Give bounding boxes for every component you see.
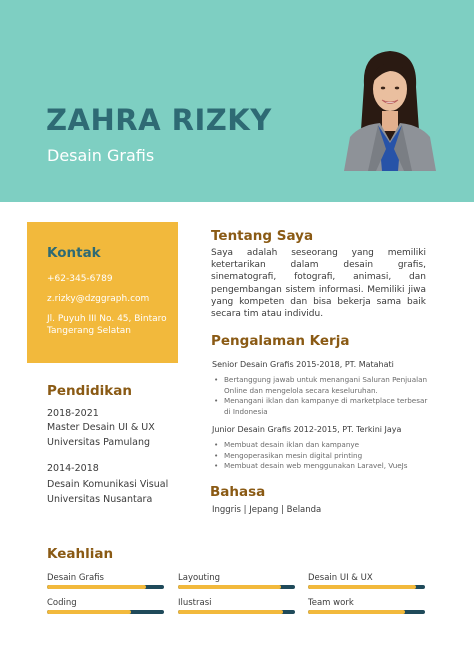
person-name: ZAHRA RIZKY xyxy=(46,103,272,137)
contact-email: z.rizky@dzggraph.com xyxy=(47,294,150,304)
education-degree: Master Desain UI & UX xyxy=(47,422,155,433)
list-item: • Mengoperasikan mesin digital printing xyxy=(212,451,432,462)
about-text: Saya adalah seseorang yang memiliki ketertarikan dalam desain grafis, sinematografi, fotografi, animasi, dan pengembangan sistem informasi. Memiliki jiwa yang kompeten dan bisa bekerja sama baik secara tim atau individu. xyxy=(211,248,426,320)
list-item: • Bertanggung jawab untuk menangani Saluran Penjualan Online dan mengelola secara keseluruhan. xyxy=(212,375,432,396)
header-banner xyxy=(0,0,474,202)
skill-bar xyxy=(178,585,295,589)
list-item: • Membuat desain iklan dan kampanye xyxy=(212,440,432,451)
education-school: Universitas Nusantara xyxy=(47,494,153,505)
education-degree: Desain Komunikasi Visual xyxy=(47,479,169,490)
job-entry-title: Senior Desain Grafis 2015-2018, PT. Matahati xyxy=(212,360,394,369)
language-title: Bahasa xyxy=(210,484,266,500)
skill-bar xyxy=(47,610,164,614)
skill-bar xyxy=(47,585,164,589)
skill-bar-fill xyxy=(47,585,146,589)
about-title: Tentang Saya xyxy=(211,228,314,244)
contact-title: Kontak xyxy=(47,245,101,261)
contact-address-line2: Tangerang Selatan xyxy=(47,326,131,336)
skill-label: Team work xyxy=(308,598,354,608)
education-school: Universitas Pamulang xyxy=(47,437,151,448)
skill-label: Layouting xyxy=(178,573,221,583)
skills-title: Keahlian xyxy=(47,546,114,562)
contact-phone: +62-345-6789 xyxy=(47,274,113,284)
skill-bar-fill xyxy=(47,610,131,614)
skill-bar-fill xyxy=(308,610,405,614)
skill-bar-fill xyxy=(178,585,281,589)
skill-label: Desain Grafis xyxy=(47,573,104,583)
education-years: 2014-2018 xyxy=(47,463,99,474)
list-item: • Membuat desain web menggunakan Laravel, VueJs xyxy=(212,461,432,472)
job-title: Desain Grafis xyxy=(47,146,155,165)
list-item: • Menangani iklan dan kampanye di marketplace terbesar di Indonesia xyxy=(212,396,432,417)
skill-bar xyxy=(308,585,425,589)
job-bullet-list xyxy=(212,375,432,417)
skill-label: Ilustrasi xyxy=(178,598,212,608)
education-years: 2018-2021 xyxy=(47,408,99,419)
skill-label: Coding xyxy=(47,598,77,608)
skill-bar xyxy=(178,610,295,614)
contact-panel xyxy=(27,222,178,363)
job-entry-title: Junior Desain Grafis 2012-2015, PT. Terkini Jaya xyxy=(212,425,402,434)
skill-bar-fill xyxy=(178,610,283,614)
contact-address-line1: Jl. Puyuh III No. 45, Bintaro xyxy=(47,314,167,324)
skill-bar-fill xyxy=(308,585,416,589)
experience-title: Pengalaman Kerja xyxy=(211,333,350,349)
language-list: Inggris | Jepang | Belanda xyxy=(212,505,322,515)
education-title: Pendidikan xyxy=(47,383,132,399)
skill-label: Desain UI & UX xyxy=(308,573,373,583)
skill-bar xyxy=(308,610,425,614)
profile-photo xyxy=(340,45,438,171)
job-bullet-list xyxy=(212,440,432,472)
